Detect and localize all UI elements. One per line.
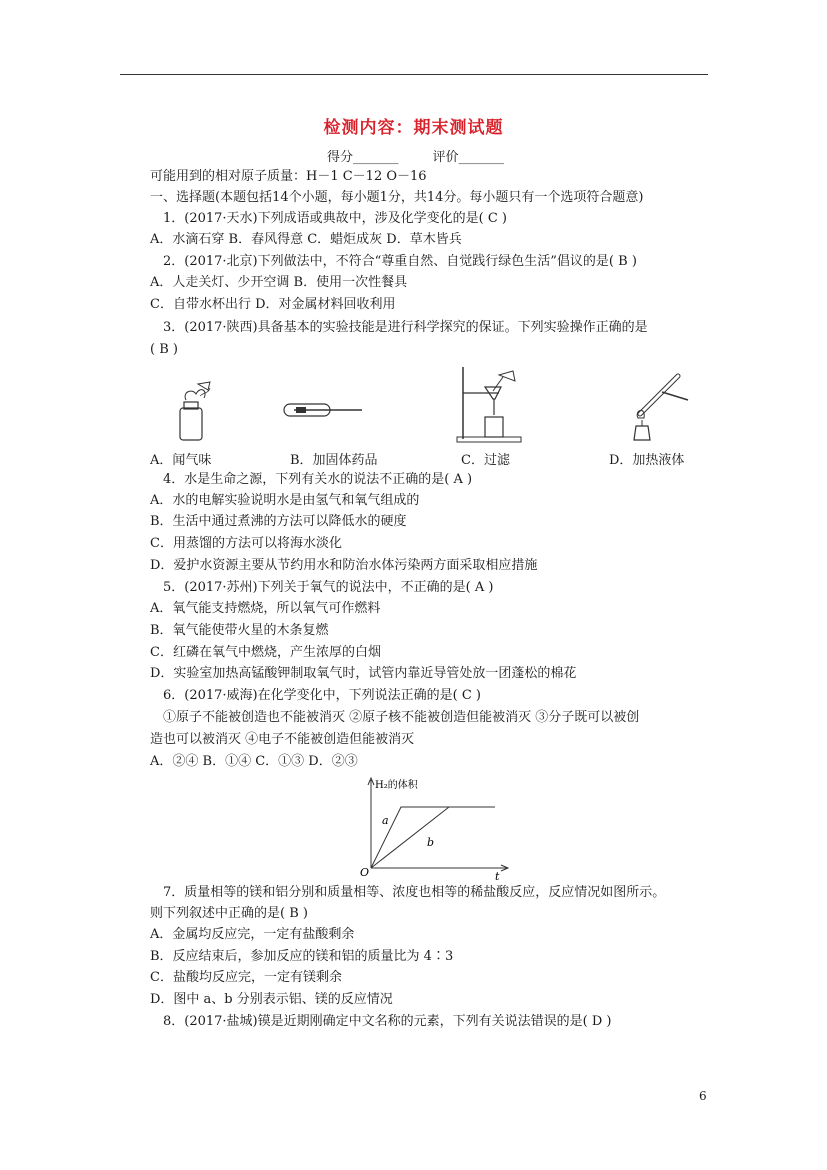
q5-option-b: B．氧气能使带火星的木条复燃 — [150, 623, 329, 638]
q7-stem-2: 则下列叙述中正确的是( B ) — [150, 906, 308, 921]
q5-option-d: D．实验室加热高锰酸钾制取氧气时，试管内靠近导管处放一团蓬松的棉花 — [150, 666, 577, 681]
page-number: 6 — [699, 1089, 707, 1103]
q3-caption-b: B．加固体药品 — [290, 453, 378, 468]
y-axis-label: H₂的体积 — [375, 780, 418, 791]
q3-caption-d: D．加热液体 — [609, 453, 685, 468]
q5-option-c: C．红磷在氧气中燃烧，产生浓厚的白烟 — [150, 645, 381, 660]
header-rule — [120, 74, 708, 75]
q4-option-a: A．水的电解实验说明水是由氢气和氧气组成的 — [150, 493, 420, 508]
q1-stem: 1．(2017·天水)下列成语或典故中，涉及化学变化的是( C ) — [163, 211, 507, 226]
q2-options-ab: A．人走关灯、少开空调 B．使用一次性餐具 — [150, 275, 408, 290]
q4-option-d: D．爱护水资源主要从节约用水和防治水体污染两方面采取相应措施 — [150, 558, 538, 573]
q7-stem: 7．质量相等的镁和铝分别和质量相等、浓度也相等的稀盐酸反应，反应情况如图所示。 — [163, 885, 666, 900]
q6-statements-1: ①原子不能被创造也不能被消灭 ②原子核不能被创造但能被消灭 ③分子既可以被创 — [163, 710, 640, 725]
q3-answer: ( B ) — [150, 342, 178, 357]
q3-caption-c: C．过滤 — [461, 453, 510, 468]
page-title: 检测内容：期末测试题 — [323, 118, 504, 138]
q7-option-d: D．图中 a、b 分别表示铝、镁的反应情况 — [150, 992, 393, 1007]
q4-option-b: B．生活中通过煮沸的方法可以降低水的硬度 — [150, 514, 407, 529]
heat-liquid-figure — [628, 370, 694, 442]
q4-option-c: C．用蒸馏的方法可以将海水淡化 — [150, 536, 342, 551]
q4-stem: 4．水是生命之源，下列有关水的说法不正确的是( A ) — [163, 472, 473, 487]
origin-label: O — [360, 866, 370, 879]
score-row — [327, 146, 504, 165]
x-axis-label: t — [495, 870, 500, 880]
line-a-label: a — [382, 814, 389, 827]
q2-options-cd: C．自带水杯出行 D．对金属材料回收利用 — [150, 297, 396, 312]
q6-statements-2: 造也可以被消灭 ④电子不能被创造但能被消灭 — [150, 732, 415, 747]
section-heading: 一、选择题(本题包括14个小题，每小题1分，共14分。每小题只有一个选项符合题意) — [150, 190, 644, 205]
q7-option-b: B．反应结束后，参加反应的镁和铝的质量比为 4∶3 — [150, 949, 454, 964]
q5-option-a: A．氧气能支持燃烧，所以氧气可作燃料 — [150, 601, 381, 616]
add-solid-figure — [280, 398, 366, 424]
q1-options: A．水滴石穿 B．春风得意 C．蜡炬成灰 D．草木皆兵 — [150, 232, 462, 247]
smell-gas-figure — [174, 378, 226, 442]
q5-stem: 5．(2017·苏州)下列关于氧气的说法中，不正确的是( A ) — [163, 580, 494, 595]
hydrogen-volume-graph — [355, 772, 515, 880]
evaluation-label: 评价_______ — [432, 150, 505, 165]
q3-stem: 3．(2017·陕西)具备基本的实验技能是进行科学探究的保证。下列实验操作正确的是 — [163, 320, 648, 335]
score-label: 得分_______ — [327, 150, 399, 165]
q8-stem: 8．(2017·盐城)镆是近期刚确定中文名称的元素，下列有关说法错误的是( D ) — [163, 1014, 612, 1029]
atomic-mass-note: 可能用到的相对原子质量：H－1 C－12 O－16 — [150, 169, 427, 184]
q6-stem: 6．(2017·威海)在化学变化中，下列说法正确的是( C ) — [163, 688, 481, 703]
line-b-label: b — [427, 836, 435, 849]
q2-stem: 2．(2017·北京)下列做法中，不符合“尊重自然、自觉践行绿色生活”倡议的是( B ) — [163, 254, 637, 269]
q7-option-a: A．金属均反应完，一定有盐酸剩余 — [150, 927, 355, 942]
q3-caption-a: A．闻气味 — [150, 453, 212, 468]
q7-option-c: C．盐酸均反应完，一定有镁剩余 — [150, 970, 342, 985]
q6-options: A．②④ B．①④ C．①③ D．②③ — [150, 754, 358, 769]
filtration-figure — [455, 363, 525, 443]
